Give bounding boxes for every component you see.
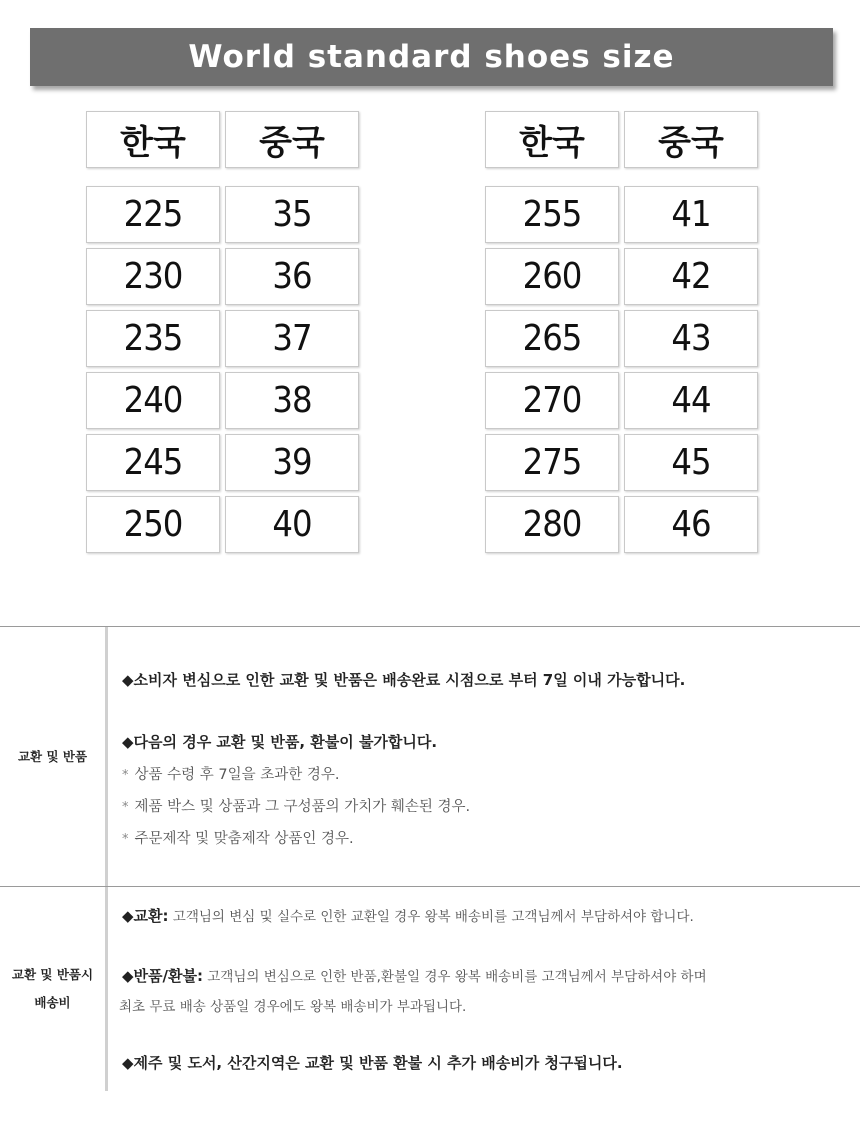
size-table-header [86,111,360,168]
china-size: 40 [225,496,359,553]
korea-size: 225 [86,186,220,243]
header-korea: 한국 [86,111,220,168]
china-size: 35 [225,186,359,243]
size-row [485,372,759,429]
header-china: 중국 [225,111,359,168]
bullet-mark: * [122,832,129,847]
exchange-fee-line [122,905,694,926]
header-china: 중국 [624,111,758,168]
policy-table [0,626,860,1090]
size-row [485,248,759,305]
bullet-mark: * [122,800,129,815]
china-size: 45 [624,434,758,491]
banner-title: World standard shoes size [188,39,675,75]
korea-size: 230 [86,248,220,305]
size-row [86,372,360,429]
china-size: 37 [225,310,359,367]
china-size: 38 [225,372,359,429]
bullet-mark: * [122,768,129,783]
size-row [86,186,360,243]
policy-label [0,887,108,1091]
china-size: 46 [624,496,758,553]
korea-size: 260 [485,248,619,305]
policy-content [122,627,860,886]
return-fee-line [122,965,707,986]
return-fee-line-2: 최초 무료 배송 상품일 경우에도 왕복 배송비가 부과됩니다. [119,999,467,1015]
china-size: 39 [225,434,359,491]
china-size: 41 [624,186,758,243]
size-row [86,496,360,553]
island-fee-notice: ◆제주 및 도서, 산간지역은 교환 및 반품 환불 시 추가 배송비가 청구됩니다. [122,1054,623,1072]
china-size: 43 [624,310,758,367]
korea-size: 255 [485,186,619,243]
size-row [86,248,360,305]
korea-size: 275 [485,434,619,491]
korea-size: 265 [485,310,619,367]
policy-label [0,627,108,886]
header-korea: 한국 [485,111,619,168]
korea-size: 235 [86,310,220,367]
not-allowed-item: * 제품 박스 및 상품과 그 구성품의 가치가 훼손된 경우. [122,799,471,815]
korea-size: 240 [86,372,220,429]
korea-size: 250 [86,496,220,553]
korea-size: 280 [485,496,619,553]
not-allowed-item: * 상품 수령 후 7일을 초과한 경우. [122,767,340,783]
not-allowed-title: ◆다음의 경우 교환 및 반품, 환불이 불가합니다. [122,733,438,751]
size-table-right [485,111,759,558]
shipping-fee-label-line2: 배송비 [34,995,71,1010]
china-size: 36 [225,248,359,305]
size-chart-banner [30,28,833,86]
exchange-deadline-notice: ◆소비자 변심으로 인한 교환 및 반품은 배송완료 시점으로 부터 7일 이내 가능합니다. [122,671,686,689]
exchange-fee-text: 고객님의 변심 및 실수로 인한 교환일 경우 왕복 배송비를 고객님께서 부담하셔야 합니다. [168,909,694,925]
size-row [485,434,759,491]
policy-row-exchange-return [0,627,860,887]
size-table-left [86,111,360,558]
size-row [485,186,759,243]
size-table-header [485,111,759,168]
size-row [485,310,759,367]
exchange-return-label: 교환 및 반품 [17,748,88,764]
korea-size: 270 [485,372,619,429]
policy-content [119,887,860,1091]
size-row [86,434,360,491]
return-key: ◆반품/환불: [122,967,203,985]
return-fee-text: 고객님의 변심으로 인한 반품,환불일 경우 왕복 배송비를 고객님께서 부담하셔야 하며 [202,969,707,985]
policy-row-shipping-fee [0,887,860,1091]
exchange-key: ◆교환: [122,907,169,925]
shipping-fee-label-line1: 교환 및 반품시 [11,967,94,982]
korea-size: 245 [86,434,220,491]
china-size: 44 [624,372,758,429]
china-size: 42 [624,248,758,305]
size-row [485,496,759,553]
size-row [86,310,360,367]
not-allowed-item: * 주문제작 및 맞춤제작 상품인 경우. [122,831,354,847]
